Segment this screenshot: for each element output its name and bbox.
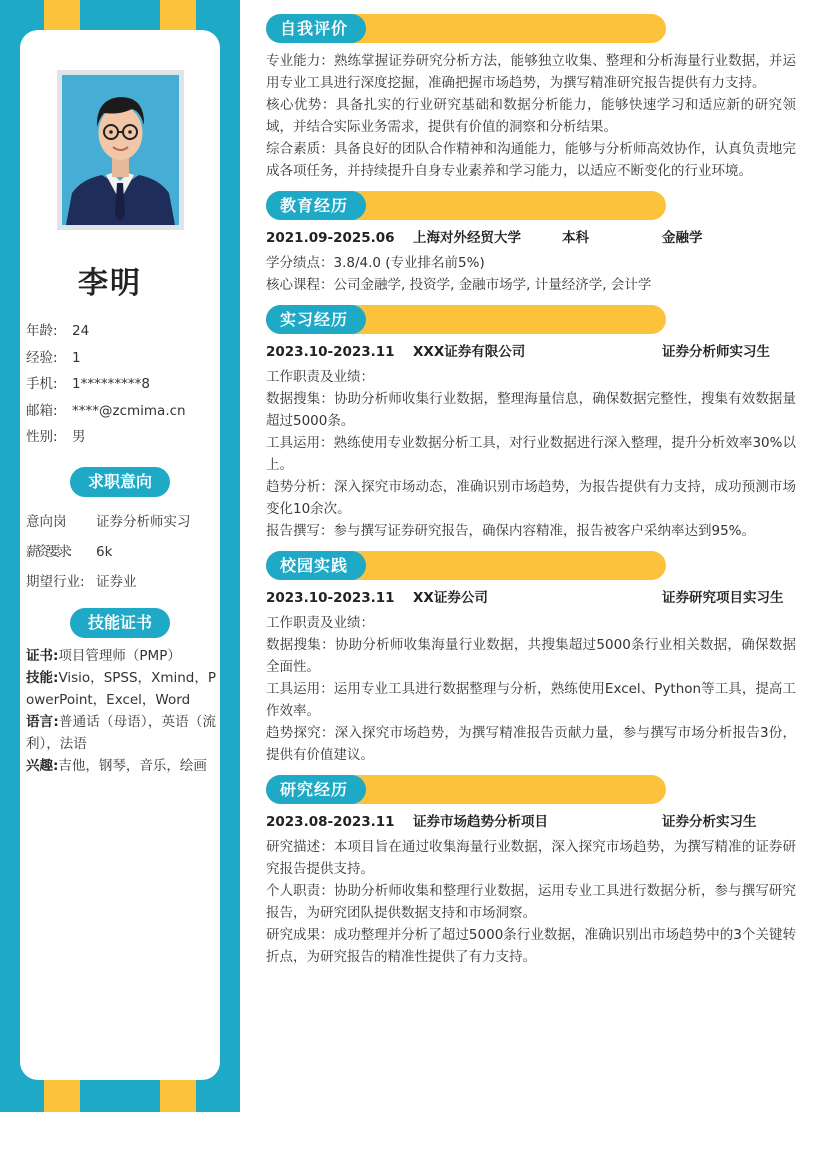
info-gender <box>26 424 216 451</box>
intent-value: 证券业 <box>96 574 137 590</box>
info-value: ****@zcmima.cn <box>72 402 186 419</box>
section-title: 校园实践 <box>266 551 366 580</box>
intent-industry <box>26 568 216 598</box>
avatar <box>57 70 184 230</box>
intent-label: 薪资要求: <box>26 544 70 560</box>
intent-value: 证券分析师实习 <box>96 514 191 530</box>
education-entry-header <box>266 227 796 251</box>
internship-line: 趋势分析：深入探究市场动态，准确识别市场趋势，为报告提供有力支持，成功预测市场变化10余次。 <box>266 479 796 517</box>
education-line: 核心课程：公司金融学, 投资学, 金融市场学, 计量经济学, 会计学 <box>266 277 652 293</box>
self-eval-paragraph: 核心优势：具备扎实的行业研究基础和数据分析能力，能够快速学习和适应新的研究领域，并结合实际业务需求，提供有价值的洞察和分析结果。 <box>266 97 796 135</box>
skills-title: 技能证书 <box>70 608 170 638</box>
internship-line: 数据搜集：协助分析师收集行业数据，整理海量信息，确保数据完整性，搜集有效数据量超过5000条。 <box>266 391 796 429</box>
info-label: 手机: <box>26 376 58 392</box>
info-label: 邮箱: <box>26 402 58 419</box>
entry-period: 2023.10-2023.11 <box>266 590 395 606</box>
info-label: 性别: <box>26 429 58 445</box>
entry-role: 证券研究项目实习生 <box>662 590 784 606</box>
internship-line: 工具运用：熟练使用专业数据分析工具，对行业数据进行深入整理，提升分析效率30%以上。 <box>266 435 796 473</box>
research-line: 研究描述：本项目旨在通过收集海量行业数据，深入探究市场趋势，为撰写精准的证券研究报告提供支持。 <box>266 839 796 877</box>
intent-label: 期望行业: <box>26 574 85 590</box>
info-value: 1 <box>72 349 81 366</box>
section-header-research <box>266 775 666 804</box>
internship-line: 工作职责及业绩： <box>266 369 374 385</box>
entry-period: 2023.08-2023.11 <box>266 814 395 830</box>
entry-role: 证券分析实习生 <box>662 814 757 830</box>
skill-item <box>26 755 216 777</box>
skill-label: 证书: <box>26 648 59 664</box>
campus-line: 数据搜集：协助分析师收集海量行业数据，共搜集超过5000条行业相关数据，确保数据全面性。 <box>266 637 796 675</box>
section-header-self-eval <box>266 14 666 43</box>
section-title: 研究经历 <box>266 775 366 804</box>
entry-company: XX证券公司 <box>413 590 488 606</box>
section-header-campus <box>266 551 666 580</box>
main-content <box>266 14 796 968</box>
skill-value: 吉他，钢琴，音乐，绘画 <box>58 758 207 774</box>
skill-item <box>26 645 216 667</box>
section-title: 教育经历 <box>266 191 366 220</box>
campus-line: 工作职责及业绩： <box>266 615 374 631</box>
skills-list <box>26 645 216 777</box>
skill-item <box>26 667 216 711</box>
skill-label: 兴趣: <box>26 758 59 774</box>
section-header-internship <box>266 305 666 334</box>
entry-period: 2023.10-2023.11 <box>266 344 395 360</box>
entry-school: 上海对外经贸大学 <box>413 230 521 246</box>
skill-label: 技能: <box>26 670 59 686</box>
self-eval-paragraph: 综合素质：具备良好的团队合作精神和沟通能力，能够与分析师高效协作，认真负责地完成各项任务，并持续提升自身专业素养和学习能力，以适应不断变化的行业环境。 <box>266 141 796 179</box>
info-value: 24 <box>72 323 90 339</box>
education-line: 学分绩点：3.8/4.0 (专业排名前5%) <box>266 255 485 271</box>
intent-position <box>26 508 216 538</box>
skill-value: Visio，SPSS，Xmind，PowerPoint，Excel，Word <box>26 670 217 708</box>
candidate-name: 李明 <box>78 266 142 301</box>
skill-item <box>26 711 216 755</box>
info-phone <box>26 371 216 398</box>
info-label: 年龄: <box>26 323 58 339</box>
section-title: 实习经历 <box>266 305 366 334</box>
entry-period: 2021.09-2025.06 <box>266 230 395 246</box>
section-header-education <box>266 191 666 220</box>
internship-entry-header <box>266 341 796 365</box>
intent-value: 6k <box>96 544 113 560</box>
research-entry-header <box>266 811 796 835</box>
campus-entry-header <box>266 587 796 611</box>
skill-value: 普通话（母语），英语（流利），法语 <box>26 714 216 752</box>
campus-line: 工具运用：运用专业工具进行数据整理与分析，熟练使用Excel、Python等工具，提高工作效率。 <box>266 681 796 719</box>
research-line: 研究成果：成功整理并分析了超过5000条行业数据，准确识别出市场趋势中的3个关键转折点，为研究报告的精准性提供了有力支持。 <box>266 927 796 965</box>
intent-label: 意向岗 <box>26 514 67 530</box>
skill-label: 语言: <box>26 714 59 730</box>
entry-major: 金融学 <box>662 230 703 246</box>
section-title: 自我评价 <box>266 14 366 43</box>
info-value: 1*********8 <box>72 376 150 392</box>
info-experience <box>26 345 216 372</box>
campus-line: 趋势探究：深入探究市场趋势，为撰写精准报告贡献力量，参与撰写市场分析报告3份，提供有价值建议。 <box>266 725 796 763</box>
info-age <box>26 318 216 345</box>
info-value: 男 <box>72 429 86 445</box>
basic-info <box>26 318 216 451</box>
job-intent <box>26 508 216 598</box>
entry-role: 证券分析师实习生 <box>662 344 770 360</box>
entry-company: XXX证券有限公司 <box>413 344 526 360</box>
internship-line: 报告撰写：参与撰写证券研究报告，确保内容精准，报告被客户采纳率达到95%。 <box>266 523 756 539</box>
portrait-photo <box>62 75 179 225</box>
intent-title: 求职意向 <box>70 467 170 497</box>
skill-value: 项目管理师（PMP） <box>58 648 181 664</box>
intent-salary <box>26 538 216 568</box>
entry-degree: 本科 <box>562 230 589 246</box>
info-email <box>26 398 216 425</box>
research-line: 个人职责：协助分析师收集和整理行业数据，运用专业工具进行数据分析，参与撰写研究报告，为研究团队提供数据支持和市场洞察。 <box>266 883 796 921</box>
info-label: 经验: <box>26 349 58 366</box>
self-eval-paragraph: 专业能力：熟练掌握证券研究分析方法，能够独立收集、整理和分析海量行业数据，并运用专业工具进行深度挖掘，准确把握市场趋势，为撰写精准研究报告提供有力支持。 <box>266 53 796 91</box>
entry-project: 证券市场趋势分析项目 <box>413 814 548 830</box>
